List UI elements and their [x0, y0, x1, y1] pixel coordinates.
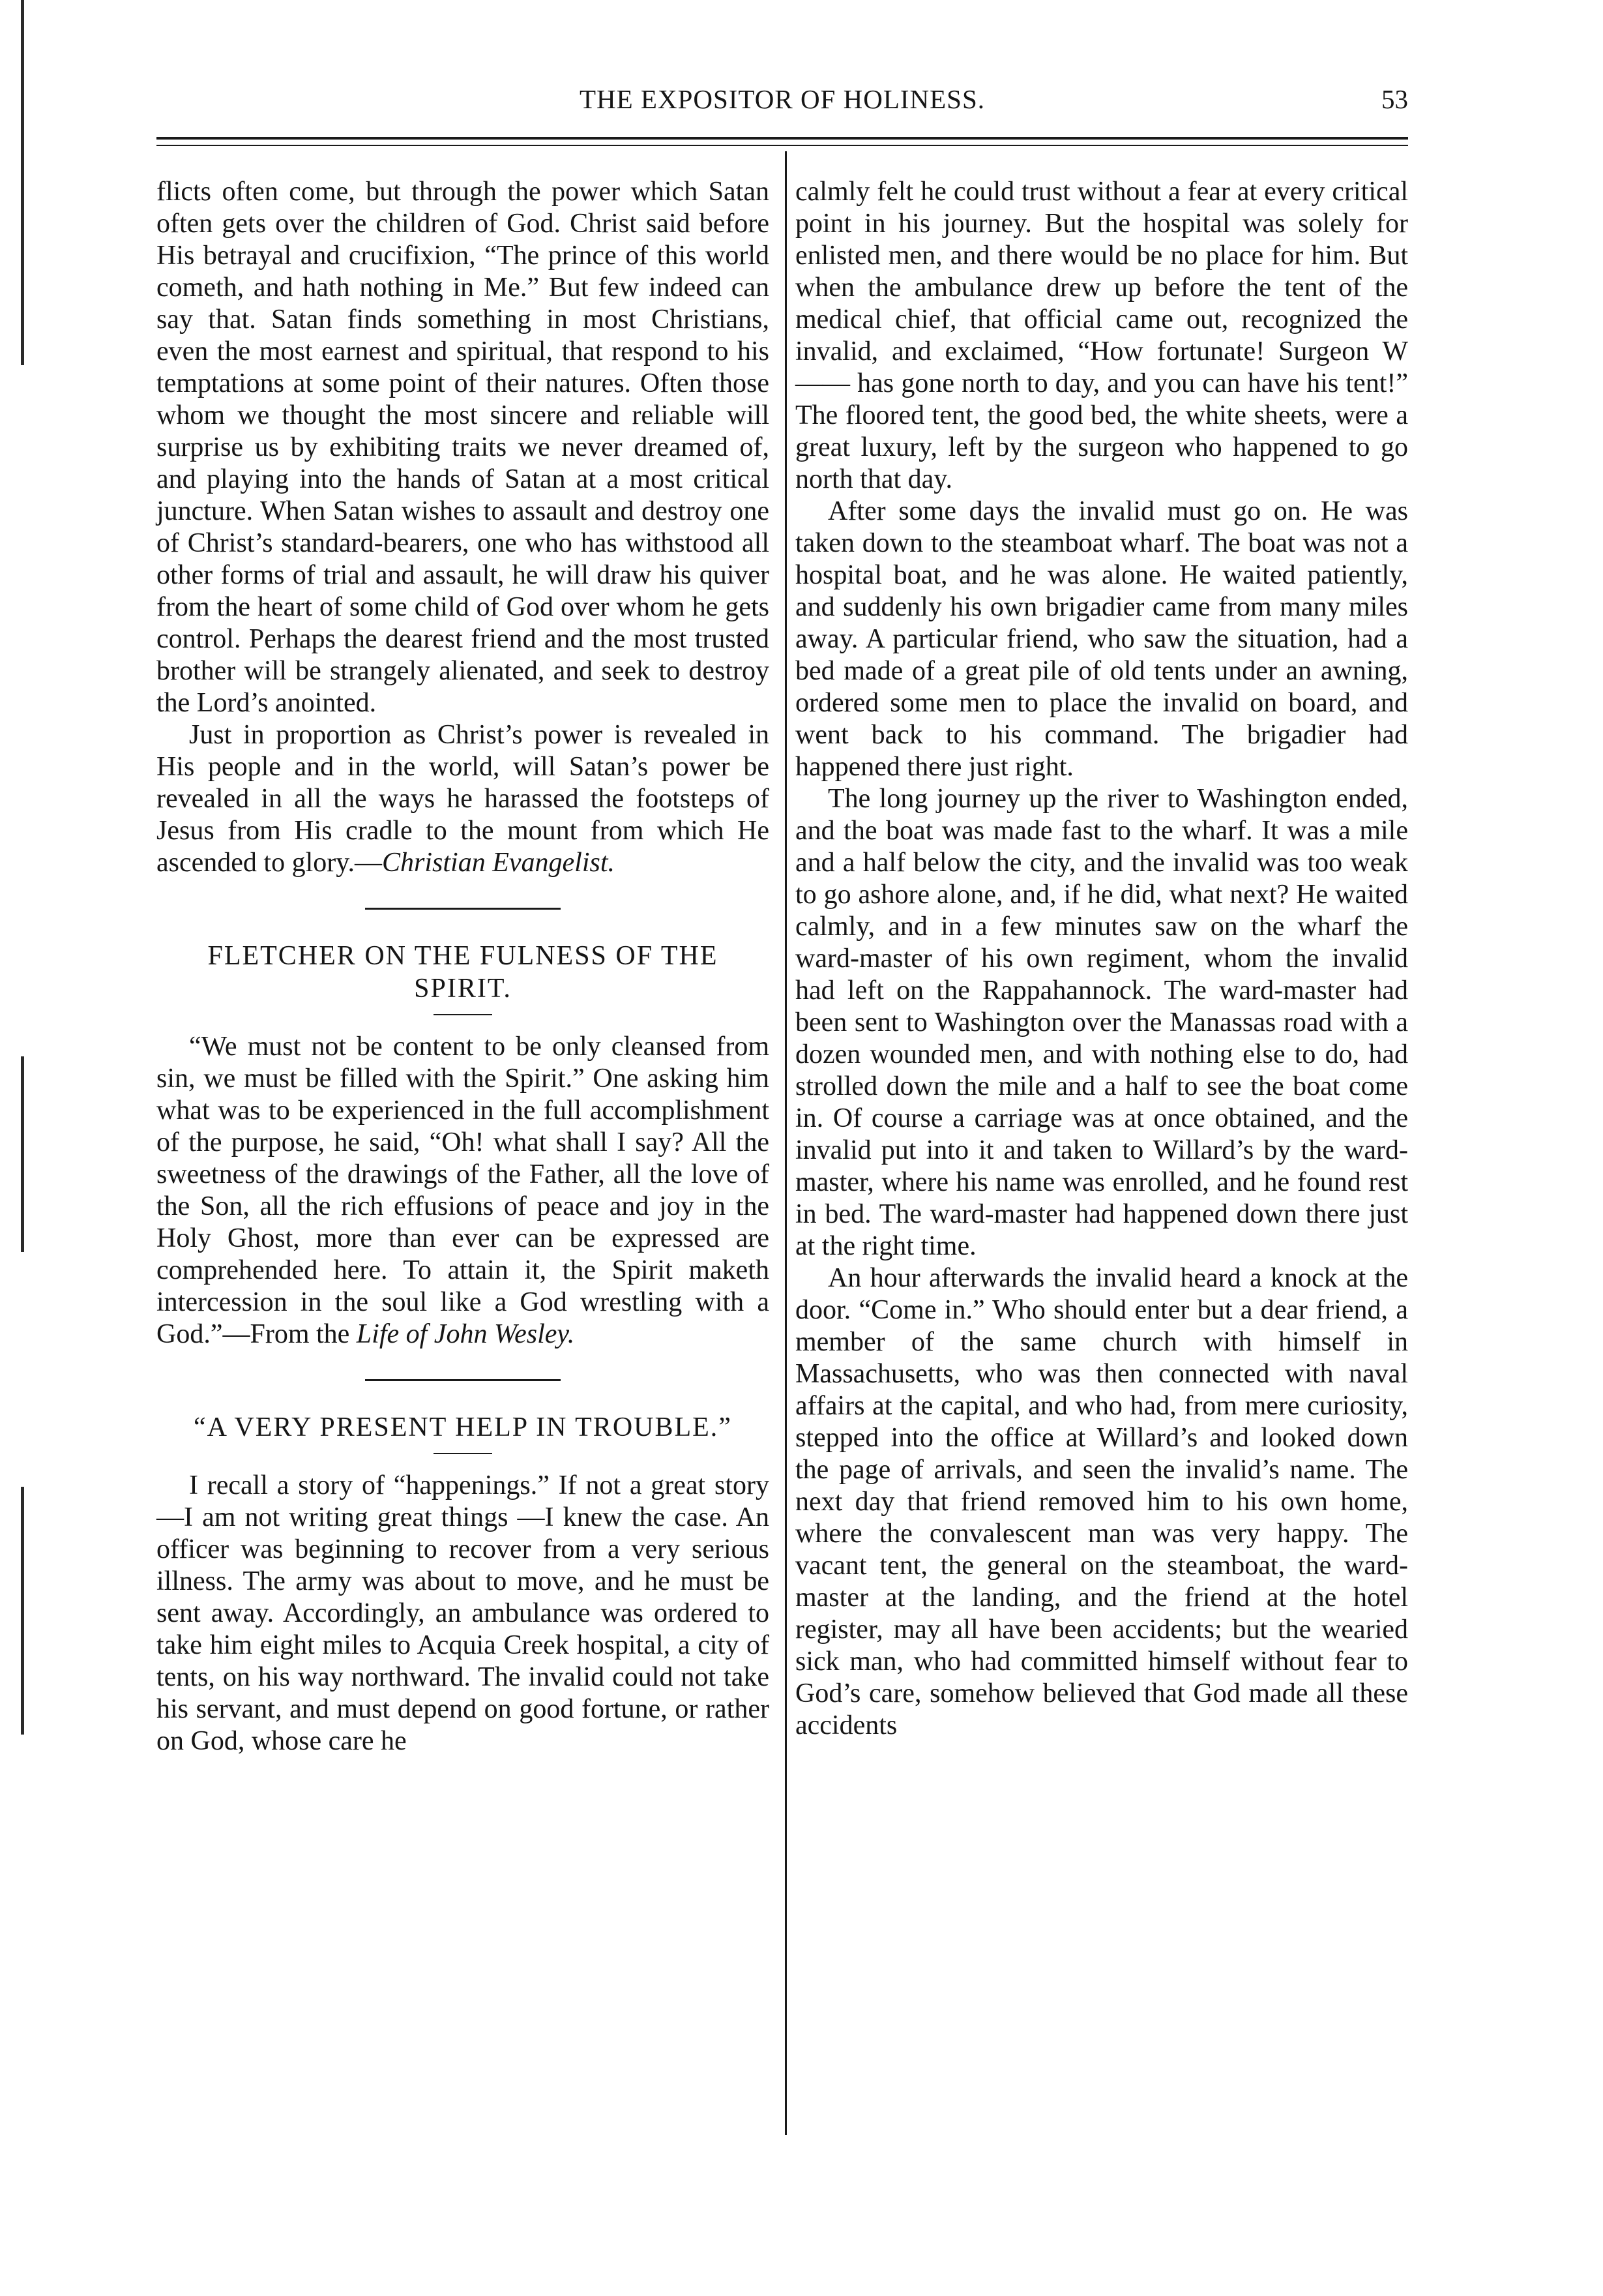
left-column — [156, 176, 769, 1757]
source-citation: Christian Evangelist. — [382, 848, 615, 878]
paragraph-text: “We must not be content to be only cleansed from sin, we must be filled with the Spirit.” One asking him what was to be experienced in the full accomplishment of the purpose, he said, “Oh! what shall I say? All the sweetness of the drawings of the Father, all the love of the Son, all the rich effusions of peace and joy in the Holy Ghost, more than ever can be expressed are comprehended here. To attain it, the Spirit maketh intercession in the soul like a God wrestling with a God.”—From the — [156, 1032, 769, 1349]
section-divider — [365, 1379, 561, 1381]
paragraph-fletcher — [156, 1031, 769, 1350]
paragraph-happenings: I recall a story of “happenings.” If not a great story—I am not writing great things —I knew the case. An officer was beginning to recover from a very serious illness. The army was about to move, and he must be sent away. Accordingly, an ambulance was ordered to take him eight miles to Acquia Creek hospital, a city of tents, on his way northward. The invalid could not take his servant, and must depend on good fortune, or rather on God, whose care he — [156, 1470, 769, 1756]
paragraph-friend: An hour afterwards the invalid heard a knock at the door. “Come in.” Who should enter but a dear friend, a member of the same church with himself in Massachusetts, who was then connected with naval affairs at the capital, and who had, from mere curiosity, stepped into the office at Willard’s and looked down the page of arrivals, and seen the invalid’s name. The next day that friend removed him to his own home, where the convalescent man was very happy. The vacant tent, the general on the steamboat, the ward-master at the landing, and the friend at the hotel register, may all have been accidents; but the wearied sick man, who had committed himself without fear to God’s care, somehow believed that God made all these accidents — [795, 1263, 1408, 1740]
header-rule-thin — [156, 145, 1408, 146]
heading-underline — [434, 1014, 492, 1015]
paragraph-steamboat: After some days the invalid must go on. He was taken down to the steamboat wharf. The boat was not a hospital boat, and he was alone. He waited patiently, and suddenly his own brigadier came from many miles away. A particular friend, who saw the situation, had a bed made of a great pile of old tents under an awning, ordered some men to place the invalid on board, and went back to his command. The brigadier had happened there just right. — [795, 496, 1408, 782]
paragraph-text: Just in proportion as Christ’s power is revealed in His people and in the world, will Satan’s power be revealed in all the ways he harassed the footsteps of Jesus from His cradle to the mount from which He ascended to glory.— — [156, 720, 769, 878]
binding-mark-top — [21, 0, 24, 365]
heading-underline — [434, 1453, 492, 1454]
page-number: 53 — [1381, 84, 1408, 114]
column-divider — [785, 151, 787, 2135]
paragraph-christ-power — [156, 719, 769, 879]
header-rule-thick — [156, 137, 1408, 140]
binding-mark-lower — [21, 1487, 24, 1735]
running-title: THE EXPOSITOR OF HOLINESS. — [579, 84, 986, 114]
paragraph-washington: The long journey up the river to Washington ended, and the boat was made fast to the wharf. It was a mile and a half below the city, and the invalid was too weak to go ashore alone, and, if he did, what next? He waited calmly, and in a few minutes saw on the wharf the ward-master of his own regiment, whom the invalid had left on the Rappahannock. The ward-master had been sent to Washington over the Manassas road with a dozen wounded men, and with nothing else to do, had strolled down the mile and a half to see the boat come in. Of course a carriage was at once obtained, and the invalid put into it and taken to Willard’s by the ward-master, where his name was enrolled, and he found rest in bed. The ward-master had happened down there just at the right time. — [795, 784, 1408, 1261]
right-column — [795, 176, 1408, 1742]
page-header — [156, 83, 1408, 136]
paragraph-continued: calmly felt he could trust without a fear at every critical point in his journey. But the hospital was solely for enlisted men, and there would be no place for him. But when the ambulance drew up before the tent of the medical chief, that official came out, recognized the invalid, and exclaimed, “How fortunate! Surgeon W—— has gone north to day, and you can have his tent!” The floored tent, the good bed, the white sheets, were a great luxury, left by the surgeon who happened to go north that day. — [795, 177, 1408, 494]
binding-mark-middle — [21, 1056, 24, 1252]
heading-fletcher: FLETCHER ON THE FULNESS OF THE SPIRIT. — [207, 941, 718, 1004]
paragraph-continued: flicts often come, but through the power which Satan often gets over the children of God. Christ said before His betrayal and crucifixion, “The prince of this world cometh, and hath nothing in Me.” But few indeed can say that. Satan finds something in most Christians, even the most earnest and spiritual, that respond to his temptations at some point of their natures. Often those whom we thought the most sincere and reliable will surprise us by exhibiting traits we never dreamed of, and playing into the hands of Satan at a most critical juncture. When Satan wishes to assault and destroy one of Christ’s standard-bearers, one who has withstood all other forms of trial and assault, he will draw his quiver from the heart of some child of God over whom he gets control. Perhaps the dearest friend and the most trusted brother will be strangely alienated, and seek to destroy the Lord’s anointed. — [156, 177, 769, 718]
heading-present-help: “A VERY PRESENT HELP IN TROUBLE.” — [194, 1412, 732, 1442]
section-divider — [365, 908, 561, 910]
source-citation: Life of John Wesley. — [356, 1319, 575, 1349]
